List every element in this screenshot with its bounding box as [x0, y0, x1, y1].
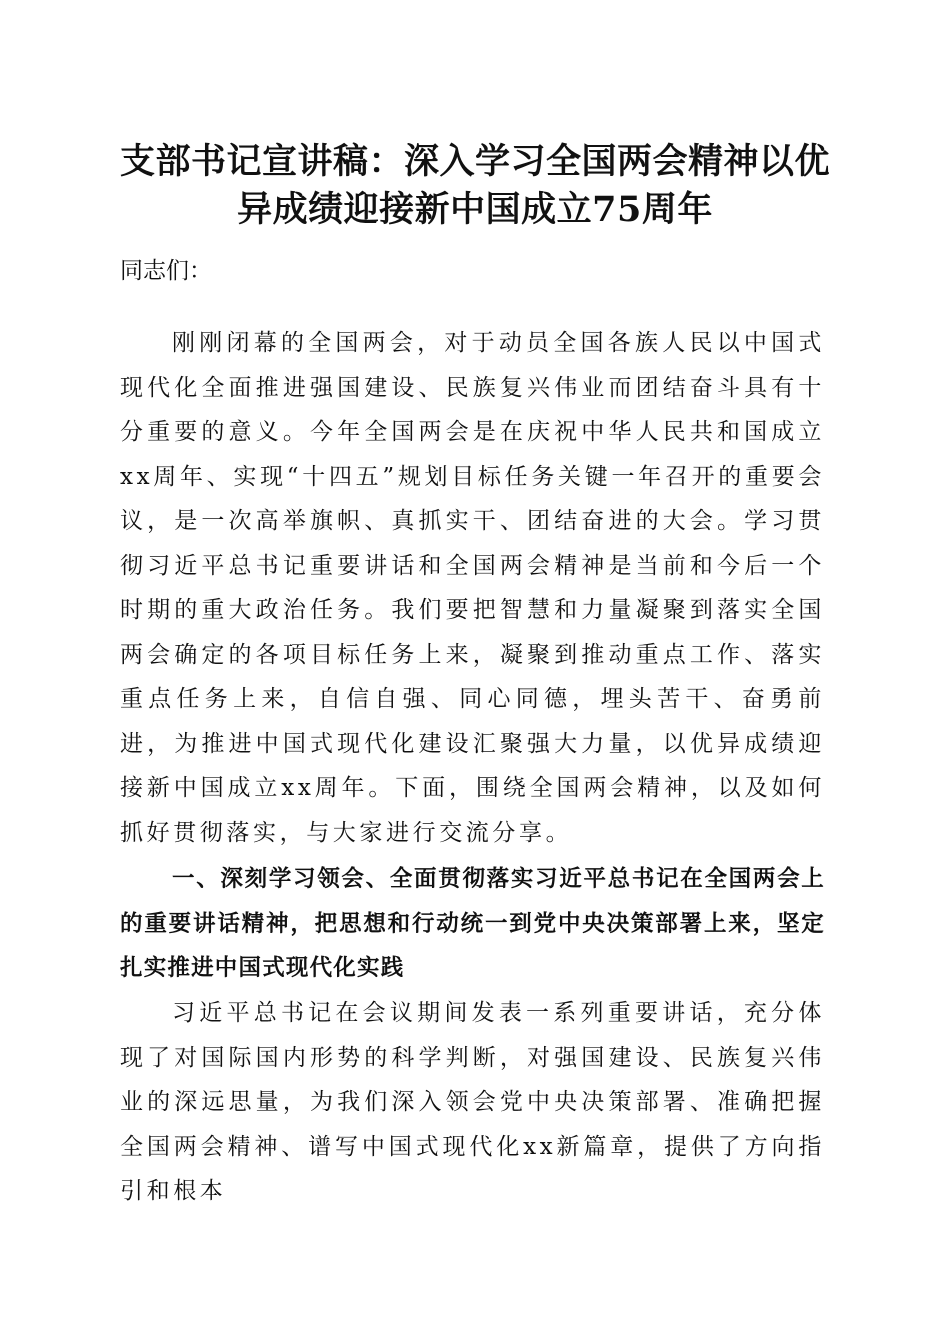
section-heading-1: 一、深刻学习领会、全面贯彻落实习近平总书记在全国两会上的重要讲话精神，把思想和行动统一到党中央决策部署上来，坚定扎实推进中国式现代化实践 — [120, 866, 825, 981]
title-line-2: 异成绩迎接新中国成立75周年 — [237, 189, 713, 230]
paragraph-intro: 刚刚闭幕的全国两会，对于动员全国各族人民以中国式现代化全面推进强国建设、民族复兴伟业而团结奋斗具有十分重要的意义。今年全国两会是在庆祝中华人民共和国成立xx周年、实现“十四五”规划目标任务关键一年召开的重要会议，是一次高举旗帜、真抓实干、团结奋进的大会。学习贯彻习近平总书记重要讲话和全国两会精神是当前和今后一个时期的重大政治任务。我们要把智慧和力量凝聚到落实全国两会确定的各项目标任务上来，凝聚到推动重点工作、落实重点任务上来，自信自强、同心同德，埋头苦干、奋勇前进，为推进中国式现代化建设汇聚强大力量，以优异成绩迎接新中国成立xx周年。下面，围绕全国两会精神，以及如何抓好贯彻落实，与大家进行交流分享。 — [120, 330, 825, 846]
salutation: 同志们： — [120, 258, 212, 284]
paragraph-section-1: 习近平总书记在会议期间发表一系列重要讲话，充分体现了对国际国内形势的科学判断，对强国建设、民族复兴伟业的深远思量，为我们深入领会党中央决策部署、准确把握全国两会精神、谱写中国式现代化xx新篇章，提供了方向指引和根本 — [120, 1000, 825, 1204]
title-line-1: 支部书记宣讲稿：深入学习全国两会精神以优 — [119, 141, 830, 182]
document-title — [110, 138, 840, 234]
